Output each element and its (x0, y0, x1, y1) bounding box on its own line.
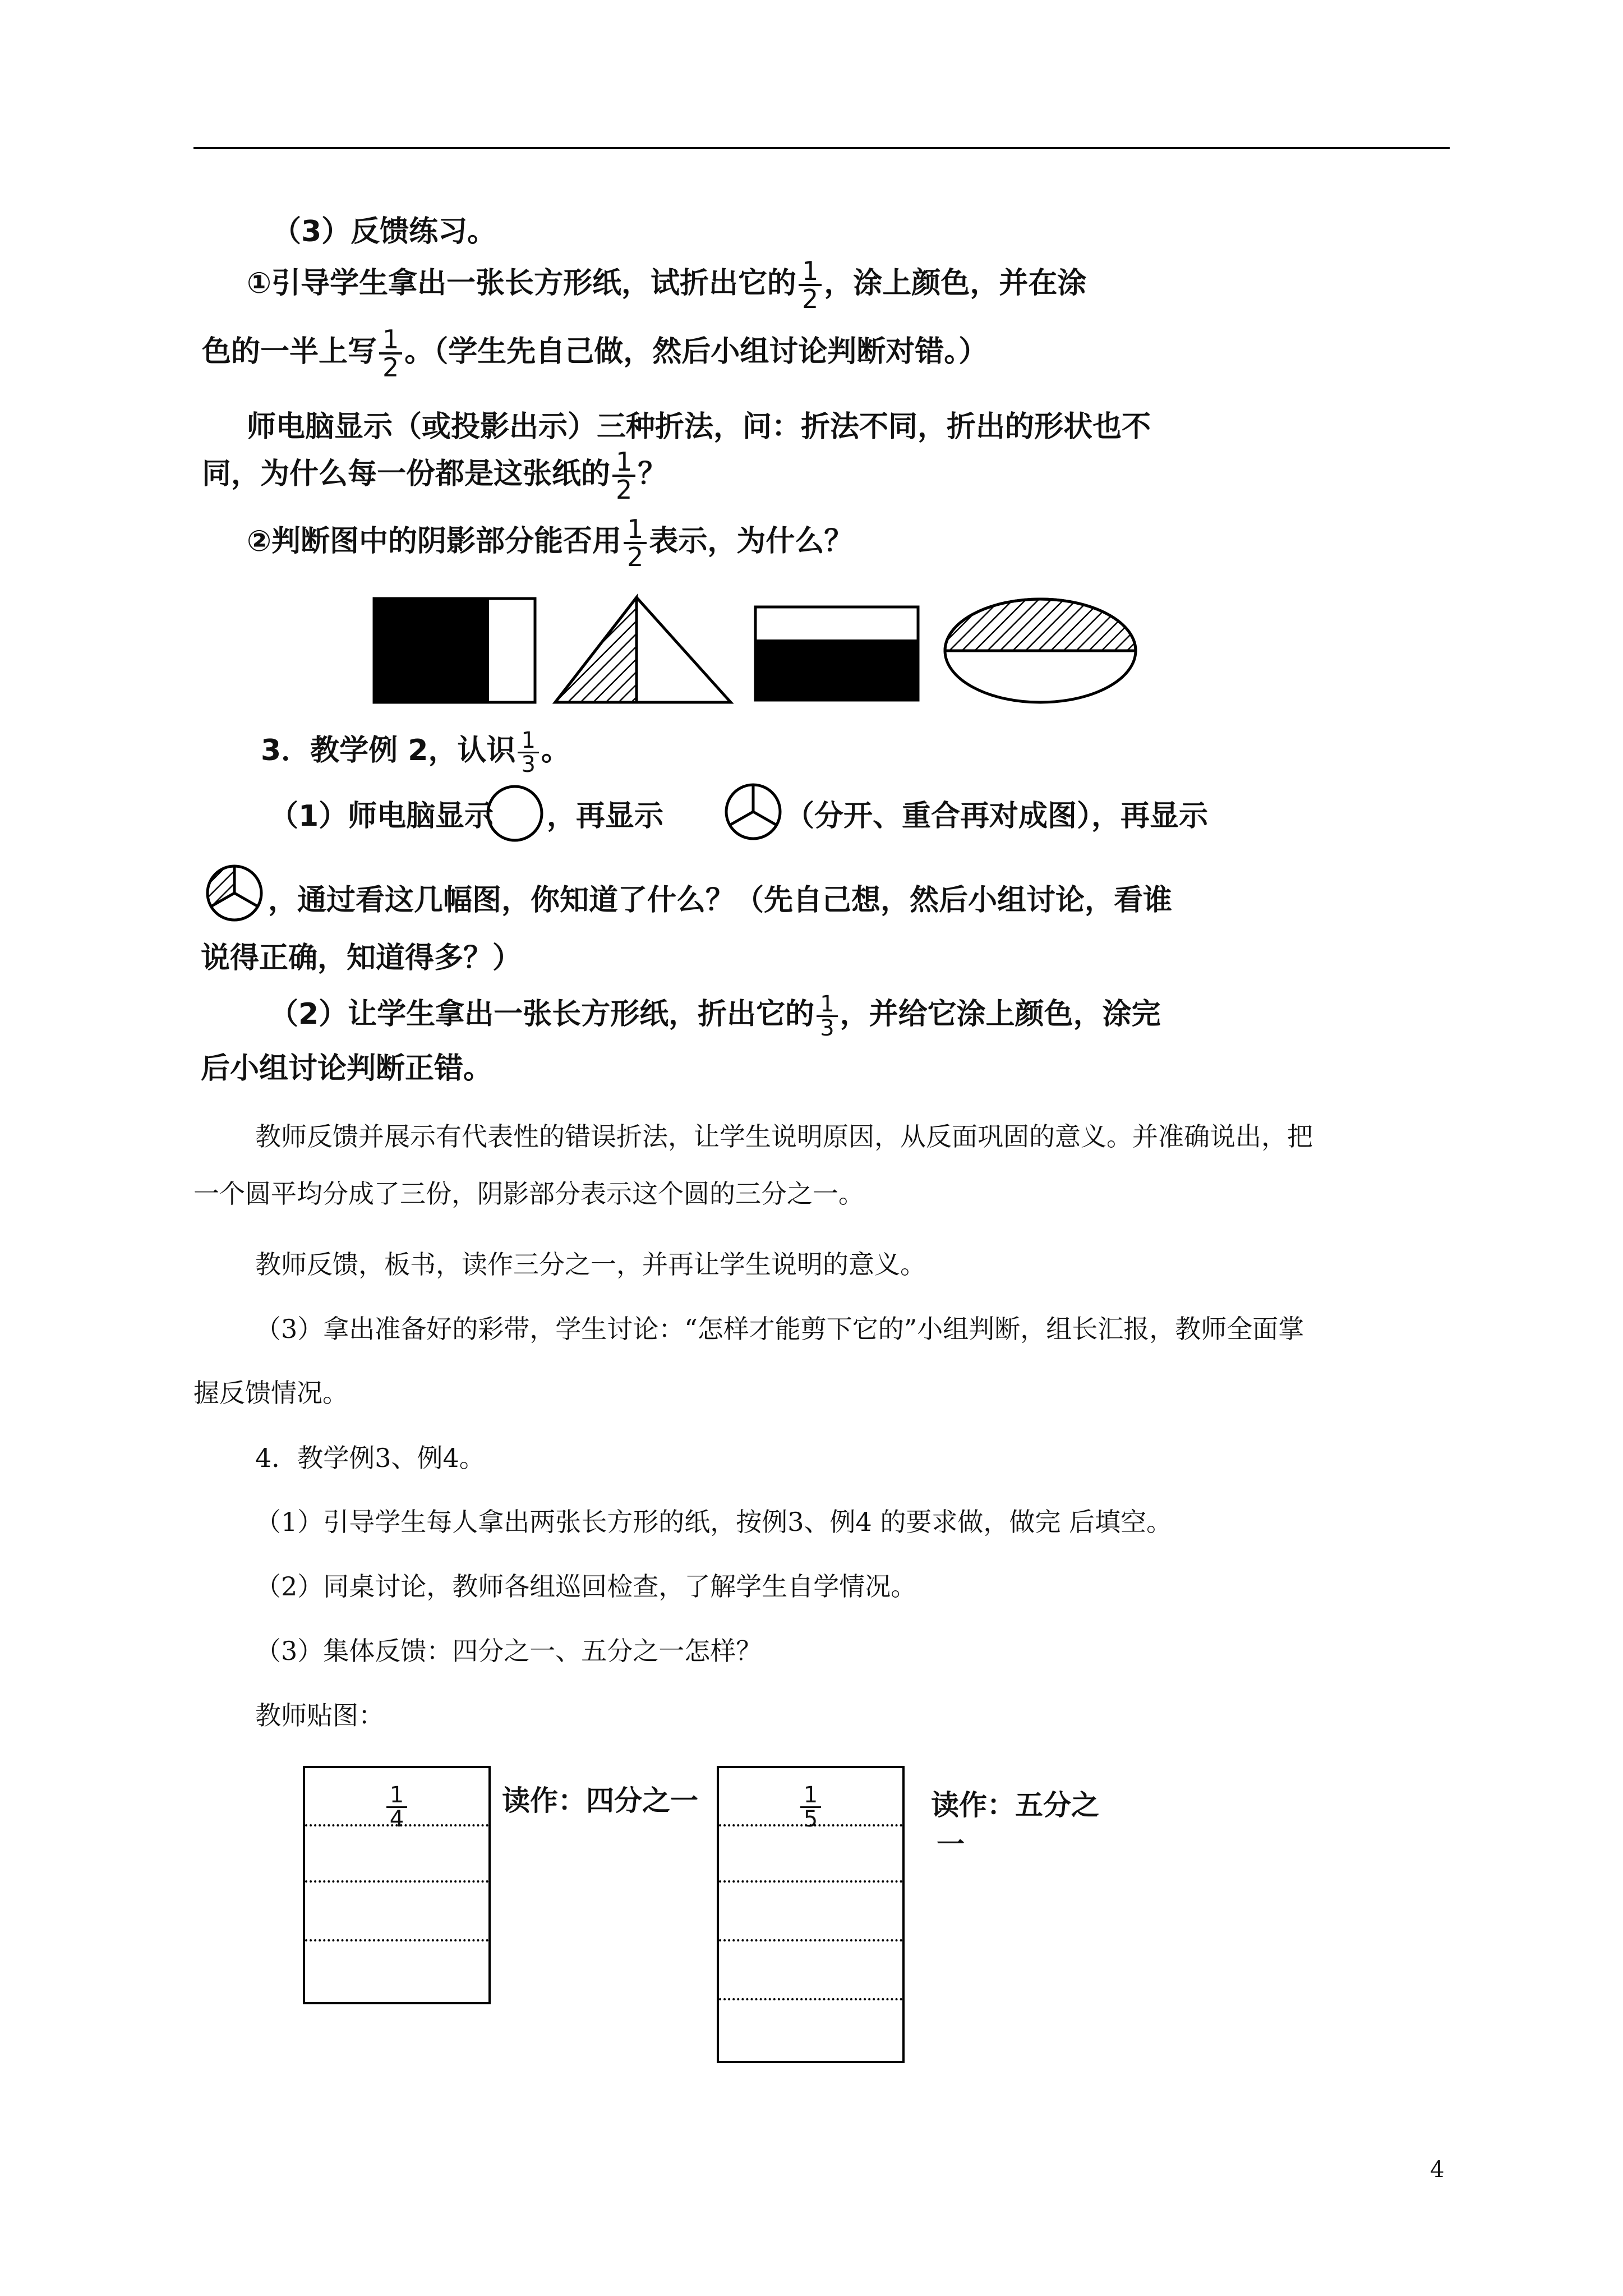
triangle-half-shaded (555, 597, 731, 702)
paragraph-line: 教师反馈并展示有代表性的错误折法，让学生说明原因，从反面巩固的意义。并准确说出，把 (255, 1121, 1313, 1152)
fold-line (719, 1998, 902, 2000)
text-line: ，再显示 (547, 799, 664, 833)
fraction-quarter: $\frac{1}{4}$ (386, 1784, 407, 1830)
paragraph-line: （2）同桌讨论，教师各组巡回检查，了解学生自学情况。 (255, 1571, 917, 1602)
text-line: 色的一半上写 $\frac{1}{2}$ 。（学生先自己做，然后小组讨论判断对错。） (202, 324, 988, 383)
fold-line (305, 1939, 488, 1941)
reading-fifth-line2: 一 (937, 1828, 965, 1861)
paragraph-line: 握反馈情况。 (193, 1378, 348, 1408)
fold-line (305, 1824, 488, 1826)
section-heading: （3）反馈练习。 (272, 215, 497, 249)
text-line: （分开、重合再对成图），再显示 (785, 799, 1209, 833)
text-line: ①引导学生拿出一张长方形纸，试折出它的 $\frac{1}{2}$ ，涂上颜色，并在涂 (247, 256, 1087, 314)
fraction-half: $\frac{1}{2}$ (799, 258, 822, 312)
circle-icon (488, 786, 542, 840)
fraction-half: $\frac{1}{2}$ (624, 516, 647, 570)
text-line: （1）师电脑显示 (269, 799, 494, 833)
text-line: 说得正确，知道得多？） (201, 941, 522, 975)
ellipse-half-shaded (945, 599, 1136, 702)
square-half-shaded (374, 599, 535, 702)
paragraph-line: 一个圆平均分成了三份，阴影部分表示这个圆的三分之一。 (193, 1179, 864, 1209)
fold-line (719, 1880, 902, 1883)
paragraph-line: （1）引导学生每人拿出两张长方形的纸，按例3、例4 的要求做，做完 后填空。 (255, 1507, 1173, 1537)
circle-third-shaded-icon (208, 866, 261, 920)
paragraph-line: 4．教学例3、例4。 (255, 1443, 485, 1473)
fraction-fifth: $\frac{1}{5}$ (800, 1784, 821, 1830)
paragraph-line: 教师贴图： (255, 1700, 384, 1731)
rectangle-part-shaded (755, 607, 918, 700)
fold-line (719, 1939, 902, 1941)
paper-strip-fifth (717, 1766, 905, 2063)
page-number: 4 (1430, 2157, 1445, 2183)
paper-strip-quarter (303, 1766, 491, 2004)
fraction-half: $\frac{1}{2}$ (612, 449, 635, 503)
fraction-third: $\frac{1}{3}$ (518, 729, 538, 776)
fraction-third: $\frac{1}{3}$ (817, 993, 837, 1039)
text-line: 后小组讨论判断正错。 (201, 1052, 493, 1085)
fold-line (719, 1824, 902, 1826)
fold-line (305, 1880, 488, 1883)
text-line: ，通过看这几幅图，你知道了什么？（先自己想，然后小组讨论，看谁 (268, 884, 1173, 917)
text-line: （2）让学生拿出一张长方形纸，折出它的 $\frac{1}{3}$ ，并给它涂上颜色，涂完 (269, 991, 1161, 1041)
paragraph-line: （3）集体反馈：四分之一、五分之一怎样？ (255, 1636, 762, 1666)
text-line: 同，为什么每一份都是这张纸的 $\frac{1}{2}$ ？ (202, 447, 667, 505)
fraction-half: $\frac{1}{2}$ (379, 326, 402, 380)
circle-thirds-icon (726, 785, 780, 839)
reading-fifth-line1: 读作：五分之 (931, 1789, 1099, 1821)
paragraph-line: 教师反馈，板书，读作三分之一，并再让学生说明的意义。 (255, 1249, 926, 1280)
text-line: 3．教学例 2，认识 $\frac{1}{3}$ 。 (261, 727, 570, 777)
reading-quarter: 读作：四分之一 (502, 1784, 698, 1817)
text-line: ②判断图中的阴影部分能否用 $\frac{1}{2}$ 表示，为什么？ (247, 514, 854, 572)
paragraph-line: （3）拿出准备好的彩带，学生讨论：“怎样才能剪下它的”小组判断，组长汇报，教师全面掌 (255, 1314, 1304, 1344)
text-line: 师电脑显示（或投影出示）三种折法，问：折法不同，折出的形状也不 (247, 410, 1151, 444)
